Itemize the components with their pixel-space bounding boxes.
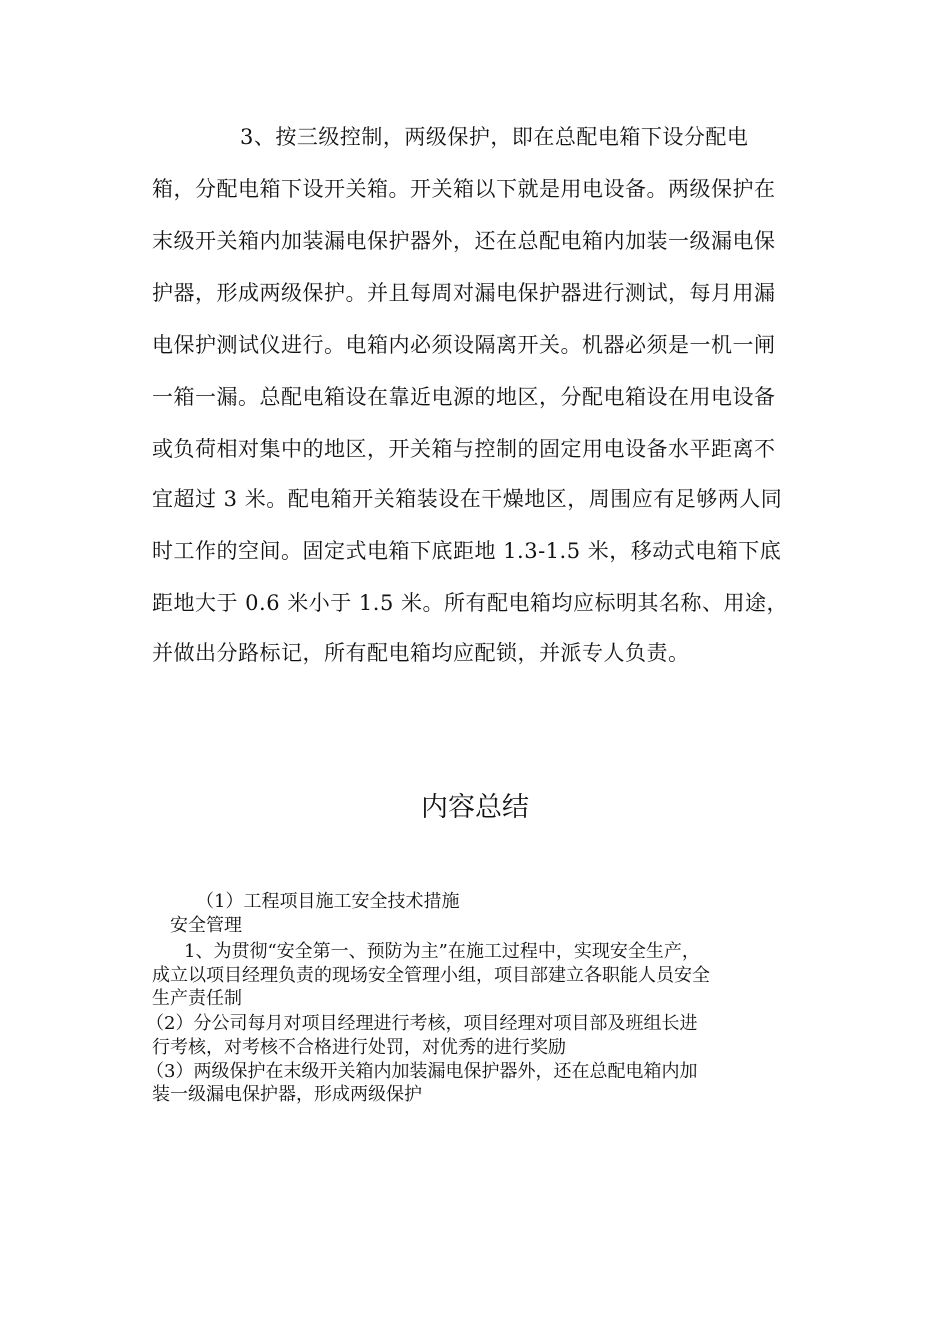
body-line: 宜超过 3 米。配电箱开关箱装设在干燥地区，周围应有足够两人同: [152, 487, 783, 511]
body-line: 箱，分配电箱下设开关箱。开关箱以下就是用电设备。两级保护在: [152, 177, 776, 201]
body-line: 电保护测试仪进行。电箱内必须设隔离开关。机器必须是一机一闸: [152, 333, 776, 357]
body-line: 一箱一漏。总配电箱设在靠近电源的地区，分配电箱设在用电设备: [152, 385, 776, 409]
summary-line: （2）分公司每月对项目经理进行考核，项目经理对项目部及班组长进: [146, 1013, 698, 1034]
body-line: 护器，形成两级保护。并且每周对漏电保护器进行测试，每月用漏: [152, 281, 776, 305]
summary-title: 内容总结: [421, 792, 529, 823]
summary-line: 生产责任制: [152, 988, 242, 1009]
body-line: 距地大于 0.6 米小于 1.5 米。所有配电箱均应标明其名称、用途，: [152, 591, 788, 615]
summary-line: （1）工程项目施工安全技术措施: [196, 891, 460, 912]
summary-line: 装一级漏电保护器，形成两级保护: [152, 1084, 422, 1105]
body-line: 或负荷相对集中的地区，开关箱与控制的固定用电设备水平距离不: [152, 437, 776, 461]
body-line: 时工作的空间。固定式电箱下底距地 1.3-1.5 米，移动式电箱下底: [152, 539, 782, 563]
summary-line: 行考核，对考核不合格进行处罚，对优秀的进行奖励: [152, 1037, 566, 1058]
body-line: 末级开关箱内加装漏电保护器外，还在总配电箱内加装一级漏电保: [152, 229, 776, 253]
summary-line: 1、为贯彻“安全第一、预防为主”在施工过程中，实现安全生产，: [184, 941, 700, 962]
body-line: 3、按三级控制，两级保护，即在总配电箱下设分配电: [240, 125, 749, 149]
summary-line: 成立以项目经理负责的现场安全管理小组，项目部建立各职能人员安全: [152, 965, 710, 986]
body-line: 并做出分路标记，所有配电箱均应配锁，并派专人负责。: [152, 641, 690, 665]
summary-line: （3）两级保护在末级开关箱内加装漏电保护器外，还在总配电箱内加: [146, 1061, 698, 1082]
summary-line: 安全管理: [170, 915, 242, 936]
